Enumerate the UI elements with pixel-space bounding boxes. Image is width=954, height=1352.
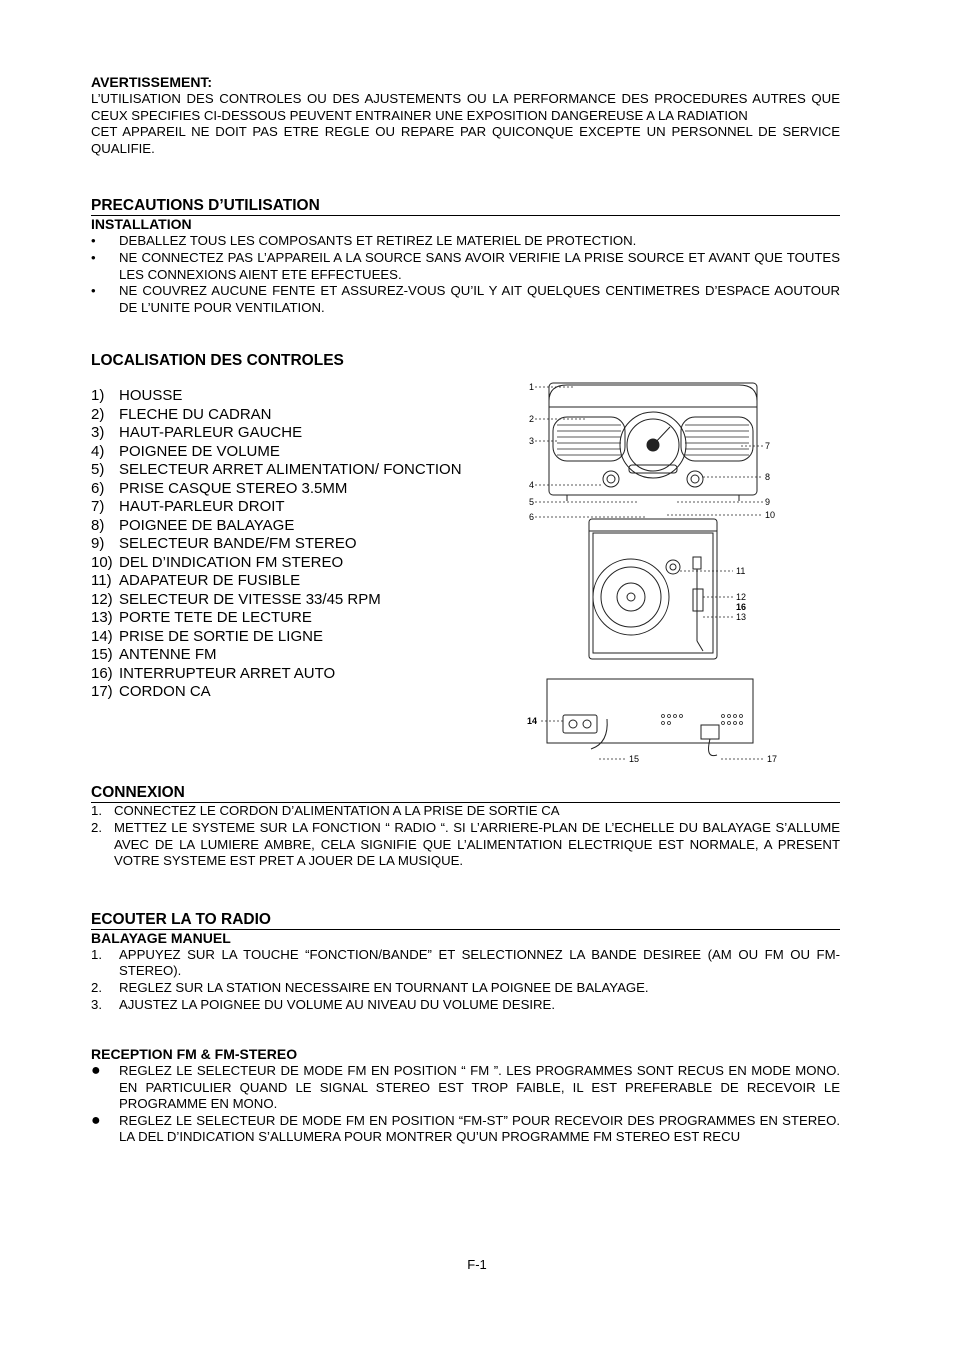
- controls-section: [91, 351, 840, 771]
- callout-label: 7: [765, 441, 771, 452]
- callout-label: 16: [736, 602, 747, 613]
- bullet-icon: ●: [91, 1111, 101, 1129]
- list-item: 12) SELECTEUR DE VITESSE 33/45 RPM: [91, 590, 381, 608]
- radio-section: [91, 910, 840, 1146]
- page-number: F-1: [467, 1257, 487, 1272]
- list-item: 13) PORTE TETE DE LECTURE: [91, 609, 312, 627]
- list-item: ● REGLEZ LE SELECTEUR DE MODE FM EN POSITION “FM-ST” POUR RECEVOIR DES PROGRAMMES EN STEREO. LA DEL D’INDICATION S’ALLUMERA POUR MONTRER QU’UN PROGRAMME FM STEREO EST RECU: [91, 1111, 840, 1145]
- section-title: ECOUTER LA TO RADIO: [91, 910, 840, 930]
- list-item: • NE CONNECTEZ PAS L’APPAREIL A LA SOURCE SANS AVOIR VERIFIE LA PRISE SOURCE ET AVANT QUE TOUTES LES CONNEXIONS AIENT ETE EFFECTUEES.: [91, 249, 840, 282]
- list-item: 5) SELECTEUR ARRET ALIMENTATION/ FONCTION: [91, 461, 462, 479]
- callout-label: 15: [629, 754, 640, 765]
- list-item: 2. REGLEZ SUR LA STATION NECESSAIRE EN TOURNANT LA POIGNEE DE BALAYAGE.: [91, 979, 649, 995]
- connexion-section: [91, 783, 840, 869]
- callout-label: 9: [765, 497, 771, 508]
- warning-paragraph: L’UTILISATION DES CONTROLES OU DES AJUSTEMENTS OU LA PERFORMANCE DES PROCEDURES AUTRES QUE CEUX SPECIFIES CI-DESSOUS PEUVENT ENTRAINER UNE EXPOSITION DANGEREUSE A LA RADIATION: [91, 91, 840, 123]
- list-item: 2. METTEZ LE SYSTEME SUR LA FONCTION “ RADIO “. SI L’ARRIERE-PLAN DE L’ECHELLE DU BALAYAGE S’ALLUME AVEC DE LA LUMIERE AMBRE, CELA SIGNIFIE QUE L’ALIMENTATION ELECTRIQUE EST NORMALE, A PRESENT VOTRE SYSTEME EST PRET A JOUER DE LA MUSIQUE.: [91, 819, 840, 869]
- bullet-icon: •: [91, 233, 96, 249]
- callout-label: 11: [736, 566, 746, 577]
- callout-label: 8: [765, 472, 771, 483]
- bullet-icon: ●: [91, 1062, 101, 1080]
- list-item: 8) POIGNEE DE BALAYAGE: [91, 516, 295, 534]
- section-title: CONNEXION: [91, 783, 840, 803]
- section-subtitle: INSTALLATION: [91, 216, 192, 233]
- device-diagram: [527, 371, 787, 771]
- callout-label: 4: [529, 480, 535, 491]
- bullet-icon: •: [91, 249, 96, 265]
- section-subtitle: BALAYAGE MANUEL: [91, 929, 231, 946]
- list-item: 7) HAUT-PARLEUR DROIT: [91, 498, 285, 516]
- callout-label: 6: [529, 512, 535, 523]
- section-title: PRECAUTIONS D’UTILISATION: [91, 196, 840, 216]
- list-item: 9) SELECTEUR BANDE/FM STEREO: [91, 535, 357, 553]
- warning-paragraph: CET APPAREIL NE DOIT PAS ETRE REGLE OU REPARE PAR QUICONQUE EXCEPTE UN PERSONNEL DE SERVICE QUALIFIE.: [91, 124, 840, 156]
- callout-label: 12: [736, 592, 747, 603]
- callout-label: 3: [529, 436, 535, 447]
- list-item: 16) INTERRUPTEUR ARRET AUTO: [91, 664, 336, 682]
- list-item: 1. APPUYEZ SUR LA TOUCHE “FONCTION/BANDE” ET SELECTIONNEZ LA BANDE DESIREE (AM OU FM OU FM-STEREO).: [91, 946, 840, 979]
- list-item: 15) ANTENNE FM: [91, 646, 217, 664]
- list-item: 2) FLECHE DU CADRAN: [91, 405, 272, 423]
- list-item: • DEBALLEZ TOUS LES COMPOSANTS ET RETIREZ LE MATERIEL DE PROTECTION.: [91, 233, 637, 249]
- list-item: 4) POIGNEE DE VOLUME: [91, 442, 280, 460]
- warning-title: AVERTISSEMENT:: [91, 74, 213, 90]
- callout-label: 17: [767, 754, 778, 765]
- list-item: 17) CORDON CA: [91, 683, 211, 701]
- section-title: LOCALISATION DES CONTROLES: [91, 352, 344, 370]
- callout-label: 5: [529, 497, 535, 508]
- warning-section: [91, 74, 840, 157]
- bullet-icon: •: [91, 283, 96, 299]
- list-item: 6) PRISE CASQUE STEREO 3.5MM: [91, 479, 348, 497]
- list-item: 10) DEL D’INDICATION FM STEREO: [91, 553, 344, 571]
- list-item: ● REGLEZ LE SELECTEUR DE MODE FM EN POSITION “ FM ”. LES PROGRAMMES SONT RECUS EN MODE MONO. EN PARTICULIER QUAND LE SIGNAL STEREO EST TROP FAIBLE, IL EST PREFERABLE DE RECEVOIR LE PROGRAMME EN MONO.: [91, 1062, 840, 1112]
- list-item: 1) HOUSSE: [91, 387, 183, 405]
- list-item: 14) PRISE DE SORTIE DE LIGNE: [91, 627, 323, 645]
- callout-label: 2: [529, 414, 535, 425]
- list-item: 3. AJUSTEZ LA POIGNEE DU VOLUME AU NIVEAU DU VOLUME DESIRE.: [91, 996, 556, 1012]
- list-item: 1. CONNECTEZ LE CORDON D’ALIMENTATION A LA PRISE DE SORTIE CA: [91, 803, 560, 819]
- document-page: [91, 74, 840, 1146]
- section-subtitle: RECEPTION FM & FM-STEREO: [91, 1046, 298, 1063]
- callout-label: 10: [765, 510, 776, 521]
- callout-label: 14: [527, 716, 538, 727]
- callout-label: 13: [736, 612, 747, 623]
- list-item: 11) ADAPATEUR DE FUSIBLE: [91, 572, 301, 590]
- callout-label: 1: [529, 382, 535, 393]
- precautions-section: [91, 196, 840, 316]
- list-item: 3) HAUT-PARLEUR GAUCHE: [91, 424, 303, 442]
- controls-list: [91, 387, 511, 702]
- list-item: • NE COUVREZ AUCUNE FENTE ET ASSUREZ-VOUS QU’IL Y AIT QUELQUES CENTIMETRES D’ESPACE AOUTOUR DE L’UNITE POUR VENTILATION.: [91, 283, 840, 315]
